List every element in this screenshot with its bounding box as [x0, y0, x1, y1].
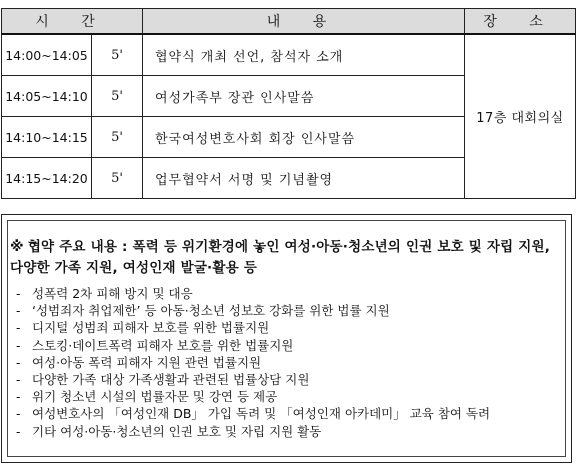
row-duration: 5' [92, 34, 143, 76]
list-item [16, 423, 561, 440]
list-item [16, 405, 561, 422]
schedule-header-row [2, 9, 576, 35]
dash-bullet-icon: - [16, 372, 21, 388]
agreement-title-text: 협약 주요 내용 : 폭력 등 위기환경에 놓인 여성·아동·청소년의 인권 보호 및 자립 지원, 다양한 가족 지원, 여성인재 발굴·활용 등 [10, 239, 551, 276]
list-item-text: 스토킹·데이트폭력 피해자 보호를 위한 법률지원 [32, 337, 294, 353]
table-row [2, 34, 576, 76]
row-content: 여성가족부 장관 인사말씀 [143, 76, 465, 117]
dash-bullet-icon: - [16, 320, 21, 336]
row-time: 14:10~14:15 [2, 117, 92, 158]
list-item-text: 다양한 가족 대상 가족생활과 관련된 법률상담 지원 [32, 372, 310, 388]
agreement-item-list [16, 285, 561, 440]
schedule-table [1, 8, 576, 199]
row-time: 14:05~14:10 [2, 76, 92, 117]
list-item-text: 위기 청소년 시설의 법률자문 및 강연 등 제공 [32, 389, 278, 405]
dash-bullet-icon: - [16, 286, 21, 301]
dash-bullet-icon: - [16, 389, 21, 405]
agreement-box [1, 214, 572, 463]
row-content: 한국여성변호사회 회장 인사말씀 [143, 117, 465, 158]
dash-bullet-icon: - [16, 423, 21, 439]
place-cell: 17층 대회의실 [465, 34, 576, 199]
dash-bullet-icon: - [16, 354, 21, 370]
list-item [16, 388, 561, 405]
list-item-text: ‘성범죄자 취업제한’ 등 아동·청소년 성보호 강화를 위한 법률 지원 [32, 303, 390, 319]
list-item [16, 354, 561, 371]
row-duration: 5' [92, 158, 143, 199]
row-time: 14:15~14:20 [2, 158, 92, 199]
list-item-text: 기타 여성·아동·청소년의 인권 보호 및 자립 지원 활동 [32, 423, 322, 439]
dash-bullet-icon: - [16, 303, 21, 319]
header-content: 내 용 [143, 9, 465, 35]
list-item [16, 302, 561, 319]
list-item-text: 성폭력 2차 피해 방지 및 대응 [32, 286, 193, 301]
list-item-text: 디지털 성범죄 피해자 보호를 위한 법률지원 [32, 320, 270, 336]
list-item [16, 337, 561, 354]
list-item-text: 여성·아동 폭력 피해자 지원 관련 법률지원 [32, 354, 262, 370]
dash-bullet-icon: - [16, 406, 21, 422]
header-time: 시 간 [2, 9, 143, 35]
reference-mark-icon: ※ [10, 239, 24, 255]
agreement-title [10, 237, 558, 279]
list-item [16, 285, 561, 302]
row-content: 협약식 개최 선언, 참석자 소개 [143, 34, 465, 76]
header-place: 장 소 [465, 9, 576, 35]
row-duration: 5' [92, 76, 143, 117]
dash-bullet-icon: - [16, 337, 21, 353]
list-item [16, 371, 561, 388]
row-duration: 5' [92, 117, 143, 158]
row-content: 업무협약서 서명 및 기념촬영 [143, 158, 465, 199]
list-item [16, 319, 561, 336]
list-item-text: 여성변호사의 「여성인재 DB」 가입 독려 및 「여성인재 아카데미」 교육 참여 독려 [32, 406, 491, 422]
row-time: 14:00~14:05 [2, 34, 92, 76]
